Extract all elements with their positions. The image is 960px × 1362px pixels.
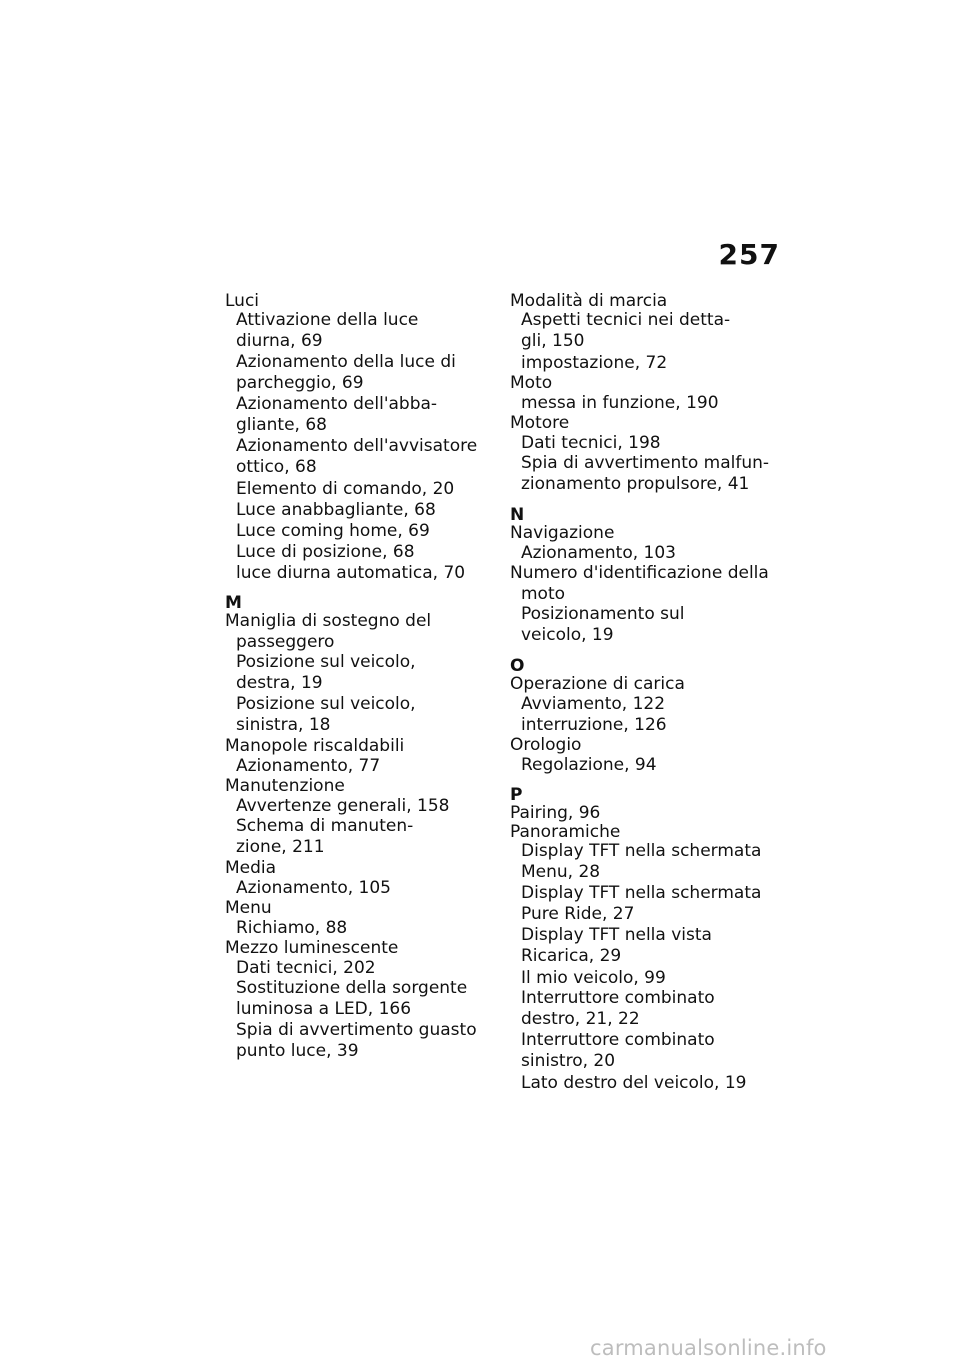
index-entry <box>510 292 780 374</box>
index-subentry-line: luce diurna automatica, 70 <box>236 563 466 583</box>
index-entry <box>225 859 485 899</box>
index-subentry <box>225 479 485 500</box>
index-subentry <box>225 918 485 939</box>
index-subentry-line: messa in funzione, 190 <box>521 393 719 413</box>
index-subentry-line: Azionamento, 103 <box>521 543 676 563</box>
index-entry <box>225 737 485 777</box>
index-subentry-line: Ricarica, 29 <box>521 946 622 966</box>
index-subentry <box>510 543 780 564</box>
index-subentry <box>225 878 485 899</box>
index-subentry-line: veicolo, 19 <box>521 625 614 645</box>
index-entry <box>510 823 780 1094</box>
index-subentry <box>510 926 780 968</box>
index-subentry <box>510 842 780 884</box>
index-term: Navigazione <box>510 523 615 543</box>
index-subentry-line: diurna, 69 <box>236 331 323 351</box>
index-term: Manutenzione <box>225 776 345 796</box>
index-subentry-line: Azionamento, 77 <box>236 756 381 776</box>
index-subentry-line: Pure Ride, 27 <box>521 904 635 924</box>
index-entry <box>510 524 780 564</box>
index-term: Media <box>225 858 277 878</box>
index-subentry-line: Posizione sul veicolo, <box>236 694 416 714</box>
index-subentry <box>510 694 780 715</box>
index-subentry <box>510 353 780 374</box>
index-subentry-line: Il mio veicolo, 99 <box>521 968 666 988</box>
index-subentry-line: sinistra, 18 <box>236 715 331 735</box>
index-subentry <box>510 968 780 989</box>
index-subentry-line: Dati tecnici, 198 <box>521 433 661 453</box>
index-subentry-line: Azionamento dell'avvisatore <box>236 436 478 456</box>
index-column-left <box>225 292 485 1063</box>
index-subentry-line: Schema di manuten- <box>236 816 414 836</box>
index-entry <box>510 736 780 776</box>
index-subentry-line: zionamento propulsore, 41 <box>521 474 750 494</box>
index-subentry-line: Aspetti tecnici nei detta- <box>521 310 731 330</box>
index-subentry-line: ottico, 68 <box>236 457 317 477</box>
index-subentry <box>510 311 780 353</box>
index-subentry <box>510 884 780 926</box>
index-subentry <box>225 311 485 353</box>
index-letter-heading: N <box>510 505 525 525</box>
index-letter-heading: P <box>510 785 523 805</box>
index-subentry-line: Display TFT nella vista <box>521 925 712 945</box>
index-term: Moto <box>510 373 553 393</box>
index-term-continuation: moto <box>521 584 566 604</box>
index-subentry <box>225 695 485 737</box>
index-subentry-line: interruzione, 126 <box>521 715 667 735</box>
index-subentry-line: Richiamo, 88 <box>236 918 348 938</box>
index-subentry-line: Azionamento dell'abba- <box>236 394 438 414</box>
index-subentry-line: Luce anabbagliante, 68 <box>236 500 436 520</box>
index-subentry <box>225 395 485 437</box>
index-subentry-line: Azionamento della luce di <box>236 352 456 372</box>
index-subentry-line: luminosa a LED, 166 <box>236 999 412 1019</box>
index-subentry <box>225 979 485 1021</box>
index-term: Menu <box>225 898 272 918</box>
index-letter-heading: M <box>225 593 242 613</box>
index-subentry <box>510 433 780 454</box>
index-subentry <box>225 756 485 777</box>
index-subentry-line: Spia di avvertimento malfun- <box>521 453 770 473</box>
index-subentry-line: Avvertenze generali, 158 <box>236 796 450 816</box>
index-term: Pairing, 96 <box>510 803 601 823</box>
index-subentry-line: gliante, 68 <box>236 415 327 435</box>
index-subentry <box>510 454 780 496</box>
index-subentry <box>510 989 780 1031</box>
index-subentry-line: Display TFT nella schermata <box>521 883 762 903</box>
index-subentry-line: Elemento di comando, 20 <box>236 479 455 499</box>
index-term: Numero d'identificazione della <box>510 563 769 583</box>
index-subentry-line: Azionamento, 105 <box>236 878 391 898</box>
index-subentry <box>225 437 485 479</box>
index-subentry <box>225 653 485 695</box>
index-subentry <box>225 1021 485 1063</box>
index-term: Modalità di marcia <box>510 291 668 311</box>
index-term: Panoramiche <box>510 822 621 842</box>
index-subentry-line: Menu, 28 <box>521 862 601 882</box>
index-term-continuation: passeggero <box>236 632 335 652</box>
index-entry <box>510 414 780 496</box>
index-subentry <box>225 563 485 584</box>
index-entry <box>225 612 485 737</box>
index-subentry <box>225 958 485 979</box>
index-subentry <box>225 353 485 395</box>
index-term: Manopole riscaldabili <box>225 736 405 756</box>
index-term: Mezzo luminescente <box>225 938 399 958</box>
index-subentry-line: Luce coming home, 69 <box>236 521 430 541</box>
index-entry <box>225 777 485 859</box>
page-number: 257 <box>718 238 780 271</box>
index-subentry-line: Interruttore combinato <box>521 1030 715 1050</box>
index-subentry <box>225 796 485 817</box>
index-subentry-line: Avviamento, 122 <box>521 694 666 714</box>
index-subentry-line: Lato destro del veicolo, 19 <box>521 1073 747 1093</box>
index-subentry-line: gli, 150 <box>521 331 585 351</box>
watermark: carmanualsonline.info <box>590 1336 827 1360</box>
index-subentry-line: Luce di posizione, 68 <box>236 542 415 562</box>
index-letter-heading: O <box>510 656 525 676</box>
index-entry <box>225 939 485 1063</box>
index-subentry-line: zione, 211 <box>236 837 325 857</box>
index-subentry <box>510 605 780 647</box>
index-subentry <box>225 817 485 859</box>
index-term: Maniglia di sostegno del <box>225 611 432 631</box>
index-subentry-line: Spia di avvertimento guasto <box>236 1020 477 1040</box>
index-entry <box>510 374 780 414</box>
index-term: Motore <box>510 413 570 433</box>
index-subentry-line: parcheggio, 69 <box>236 373 364 393</box>
index-subentry-line: Display TFT nella schermata <box>521 841 762 861</box>
index-term: Orologio <box>510 735 582 755</box>
index-subentry <box>225 542 485 563</box>
index-entry <box>510 564 780 647</box>
index-term: Operazione di carica <box>510 674 685 694</box>
index-subentry <box>225 521 485 542</box>
index-subentry-line: impostazione, 72 <box>521 353 668 373</box>
index-subentry-line: destra, 19 <box>236 673 323 693</box>
index-subentry <box>510 1031 780 1073</box>
index-subentry <box>510 755 780 776</box>
index-subentry-line: Interruttore combinato <box>521 988 715 1008</box>
index-subentry <box>510 715 780 736</box>
index-subentry-line: Posizione sul veicolo, <box>236 652 416 672</box>
index-entry <box>510 804 780 823</box>
index-subentry-line: punto luce, 39 <box>236 1041 359 1061</box>
index-subentry-line: destro, 21, 22 <box>521 1009 640 1029</box>
index-subentry <box>225 500 485 521</box>
index-subentry-line: Dati tecnici, 202 <box>236 958 376 978</box>
index-subentry-line: Attivazione della luce <box>236 310 419 330</box>
index-subentry-line: sinistro, 20 <box>521 1051 616 1071</box>
index-entry <box>225 292 485 584</box>
index-subentry <box>510 1073 780 1094</box>
index-subentry-line: Sostituzione della sorgente <box>236 978 468 998</box>
index-subentry-line: Posizionamento sul <box>521 604 685 624</box>
index-subentry-line: Regolazione, 94 <box>521 755 657 775</box>
index-column-right <box>510 292 780 1094</box>
index-subentry <box>510 393 780 414</box>
index-term: Luci <box>225 291 260 311</box>
index-entry <box>225 899 485 939</box>
index-entry <box>510 675 780 736</box>
